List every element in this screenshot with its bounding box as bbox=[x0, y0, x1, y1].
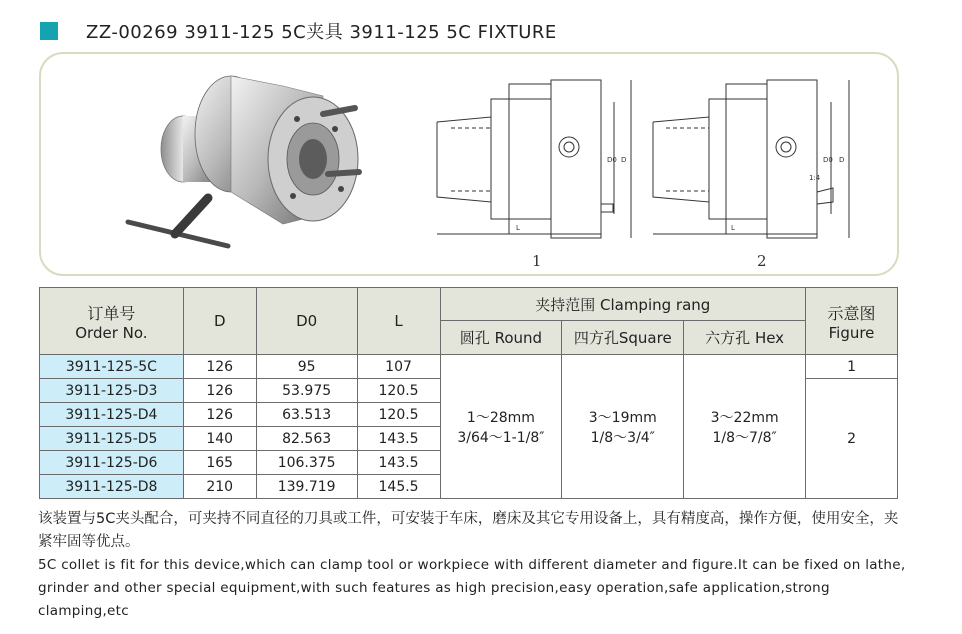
square-range: 3～19mm 1/8～3/4″ bbox=[562, 355, 684, 499]
accent-square-icon bbox=[40, 22, 58, 40]
round-range: 1～28mm 3/64～1-1/8″ bbox=[440, 355, 562, 499]
technical-drawing bbox=[421, 72, 861, 272]
hex-range: 3～22mm 1/8～7/8″ bbox=[684, 355, 806, 499]
figure-cell-1: 1 bbox=[806, 355, 898, 379]
description-english: 5C collet is fit for this device,which can clamp tool or workpiece with different diameter and figure.It can be fixed on lathe, grinder and other special equipment,with such features as high precision,easy operation,safe application,strong clamping,etc bbox=[38, 557, 906, 619]
dim-d0-2: D0 bbox=[823, 156, 833, 164]
header-figure: 示意图 Figure bbox=[806, 288, 898, 355]
table-row: 3911-125-D4 126 63.513 120.5 bbox=[40, 403, 898, 427]
dim-d-2: D bbox=[839, 156, 845, 164]
fixture-photo bbox=[83, 74, 383, 264]
header-d0: D0 bbox=[256, 288, 357, 355]
header-d: D bbox=[183, 288, 256, 355]
description-chinese: 该装置与5C夹头配合，可夹持不同直径的刀具或工件，可安装于车床，磨床及其它专用设备上，具有精度高，操作方便，使用安全，夹紧牢固等优点。 bbox=[38, 511, 899, 550]
table-row: 3911-125-D3 126 53.975 120.5 2 bbox=[40, 379, 898, 403]
figure-cell-2: 2 bbox=[806, 379, 898, 499]
header-square: 四方孔Square bbox=[562, 321, 684, 355]
table-row: 3911-125-D8 210 139.719 145.5 bbox=[40, 475, 898, 499]
table-row: 3911-125-D5 140 82.563 143.5 bbox=[40, 427, 898, 451]
header-clamping-range: 夹持范围 Clamping rang bbox=[440, 288, 806, 321]
page-title: ZZ-00269 3911-125 5C夹具 3911-125 5C FIXTURE bbox=[86, 22, 557, 43]
header-round: 圆孔 Round bbox=[440, 321, 562, 355]
figure-panel bbox=[39, 52, 899, 276]
dim-d-1: D bbox=[621, 156, 627, 164]
header bbox=[40, 18, 557, 44]
table-row: 3911-125-5C 126 95 107 1～28mm 3/64～1-1/8″ 3～19mm 1/8～3/4″ 3～22mm 1/8～7/8″ 1 bbox=[40, 355, 898, 379]
spec-table bbox=[39, 287, 898, 499]
dim-d0-1: D0 bbox=[607, 156, 617, 164]
header-l: L bbox=[357, 288, 440, 355]
table-row: 3911-125-D6 165 106.375 143.5 bbox=[40, 451, 898, 475]
dim-l-2: L bbox=[731, 224, 735, 232]
figure-label-1: 1 bbox=[532, 252, 542, 270]
dim-l-1: L bbox=[516, 224, 520, 232]
figure-label-2: 2 bbox=[757, 252, 767, 270]
taper-label: 1:4 bbox=[809, 174, 821, 182]
header-hex: 六方孔 Hex bbox=[684, 321, 806, 355]
header-order: 订单号 Order No. bbox=[40, 288, 184, 355]
